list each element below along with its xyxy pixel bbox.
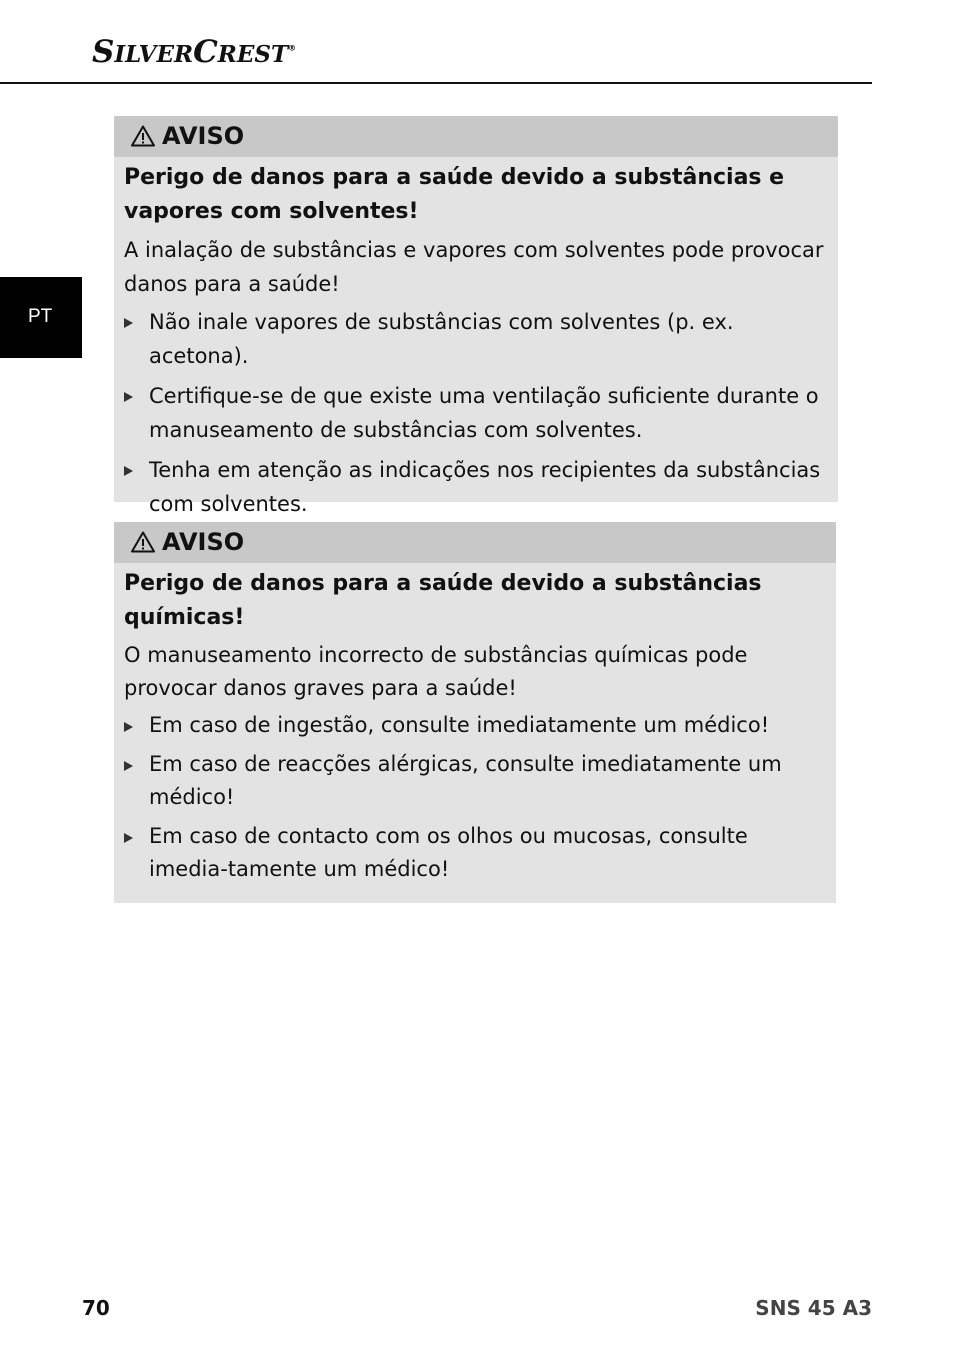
bullet-arrow-icon <box>124 722 133 732</box>
warning-label: AVISO <box>162 528 245 556</box>
warning-bullet-list <box>124 709 826 886</box>
warning-box-1 <box>114 116 838 516</box>
bullet-arrow-icon <box>124 761 133 771</box>
warning-box-2 <box>114 522 836 903</box>
warning-intro: O manuseamento incorrecto de substâncias químicas pode provocar danos graves para a saúde! <box>124 643 748 700</box>
warning-triangle-icon <box>131 125 155 147</box>
header-divider <box>0 82 872 84</box>
warning-header <box>114 116 838 157</box>
brand-logo <box>92 34 296 70</box>
warning-intro: A inalação de substâncias e vapores com solventes pode provocar danos para a saúde! <box>124 238 824 296</box>
warning-bullet-list <box>124 305 828 521</box>
bullet-item <box>124 820 829 886</box>
bullet-text: Em caso de ingestão, consulte imediatamente um médico! <box>149 713 770 737</box>
logo-s: S <box>92 34 115 70</box>
warning-title: Perigo de danos para a saúde devido a substâncias e vapores com solventes! <box>124 165 785 224</box>
logo-registered: ® <box>288 43 297 53</box>
bullet-text: Não inale vapores de substâncias com solventes (p. ex. acetona). <box>149 310 734 368</box>
bullet-arrow-icon <box>124 466 133 476</box>
warning-header <box>114 522 836 563</box>
bullet-item <box>124 453 829 521</box>
logo-rest: REST <box>217 41 289 68</box>
bullet-text: Em caso de reacções alérgicas, consulte imediatamente um médico! <box>149 752 782 809</box>
bullet-item <box>124 305 829 373</box>
model-number: SNS 45 A3 <box>755 1296 872 1320</box>
warning-triangle-icon <box>131 531 155 553</box>
bullet-arrow-icon <box>124 392 133 402</box>
bullet-arrow-icon <box>124 318 133 328</box>
page-number: 70 <box>82 1296 110 1320</box>
bullet-item <box>124 709 829 742</box>
language-tab <box>0 277 82 358</box>
bullet-text: Certifique-se de que existe uma ventilação suficiente durante o manuseamento de substâncias com solventes. <box>149 384 819 442</box>
warning-title: Perigo de danos para a saúde devido a substâncias químicas! <box>124 571 762 630</box>
logo-c: C <box>193 34 218 70</box>
logo-ilver: ILVER <box>114 41 194 68</box>
bullet-text: Em caso de contacto com os olhos ou mucosas, consulte imedia-tamente um médico! <box>149 824 748 881</box>
bullet-text: Tenha em atenção as indicações nos recipientes da substâncias com solventes. <box>149 458 821 516</box>
language-tab-label: PT <box>28 306 53 327</box>
bullet-arrow-icon <box>124 833 133 843</box>
bullet-item <box>124 379 829 447</box>
bullet-item <box>124 748 829 814</box>
warning-label: AVISO <box>162 122 245 150</box>
